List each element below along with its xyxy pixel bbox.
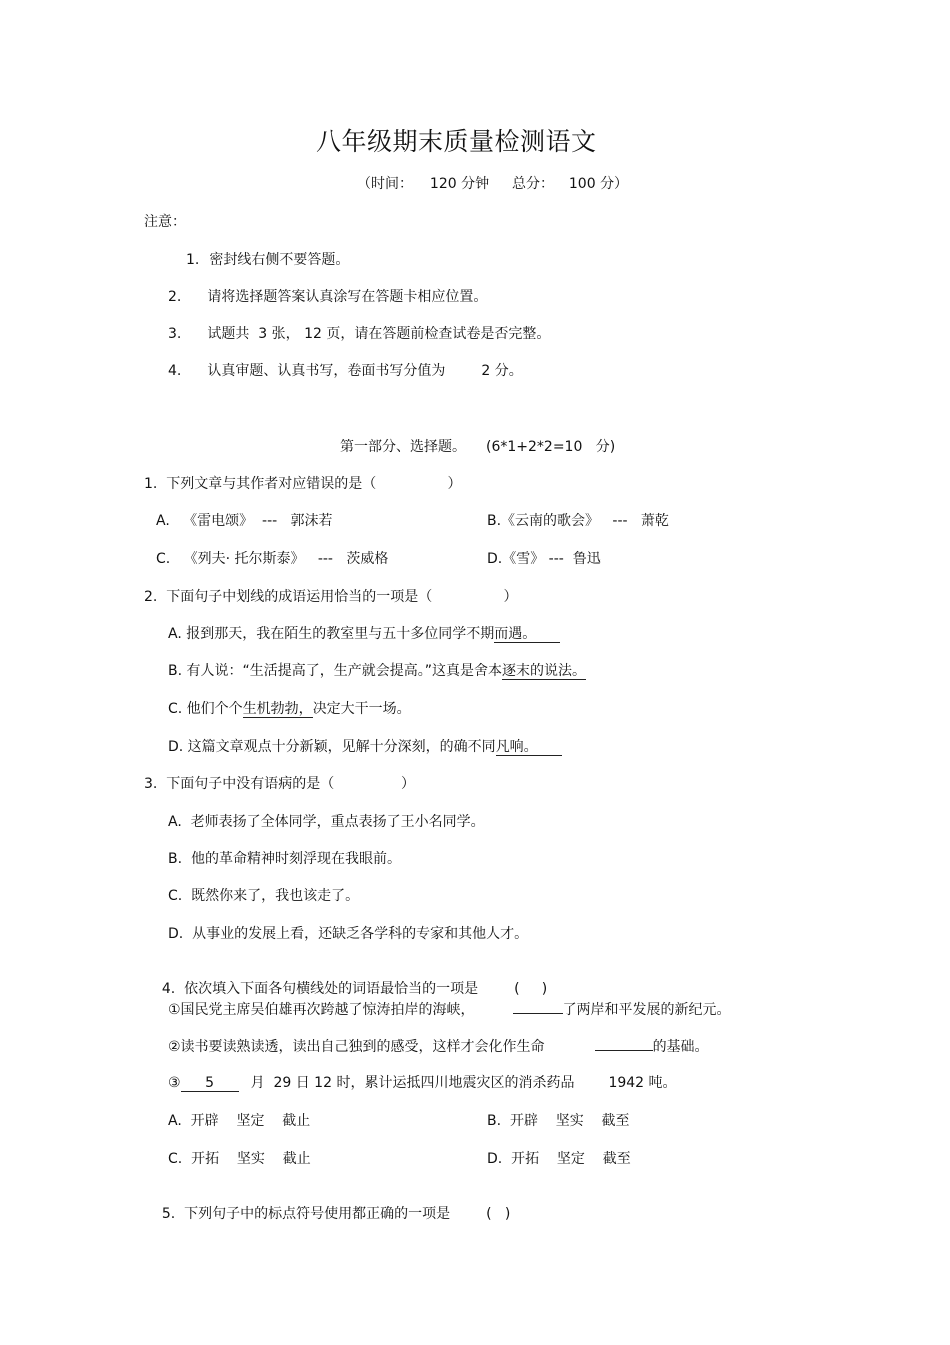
q4-stem: 4. 依次填入下面各句横线处的词语最恰当的一项是 ( ): [161, 981, 548, 997]
q1-stem: 1. 下列文章与其作者对应错误的是（ ）: [144, 476, 462, 492]
underlined-idiom: 生机勃勃，: [242, 701, 313, 717]
q4-option-a: A. 开辟 坚定 截止: [168, 1113, 311, 1129]
q5-stem: 5. 下列句子中的标点符号使用都正确的一项是 ( ): [161, 1206, 511, 1222]
time-label: （时间：: [357, 176, 413, 192]
q3-option-a: A. 老师表扬了全体同学，重点表扬了王小名同学。: [168, 814, 485, 830]
q4-sentence-1: ①国民党主席吴伯雄再次跨越了惊涛拍岸的海峡， 了两岸和平发展的新纪元。: [168, 999, 731, 1019]
notice-item-3: 3. 试题共 3 张， 12 页，请在答题前检查试卷是否完整。: [168, 326, 551, 342]
q2-option-c: C. 他们个个生机勃勃，决定大干一场。: [168, 701, 411, 717]
q3-option-b: B. 他的革命精神时刻浮现在我眼前。: [168, 851, 401, 867]
exam-info: [357, 175, 628, 193]
score-value: 100 分）: [568, 176, 629, 192]
q1-option-d: D.《雪》 --- 鲁迅: [487, 551, 601, 567]
score-label: 总分：: [511, 176, 554, 192]
notice-heading: 注意：: [144, 214, 186, 230]
notice-item-2: 2. 请将选择题答案认真涂写在答题卡相应位置。: [168, 289, 488, 305]
q2-option-b: B. 有人说：“生活提高了，生产就会提高。”这真是舍本逐末的说法。: [168, 663, 587, 679]
q1-option-a: A. 《雷电颂》 --- 郭沫若: [156, 513, 333, 529]
q3-option-c: C. 既然你来了，我也该走了。: [168, 888, 360, 904]
q3-stem: 3. 下面句子中没有语病的是（ ）: [144, 776, 416, 792]
notice-item-4: 4. 认真审题、认真书写，卷面书写分值为 2 分。: [168, 363, 523, 379]
fill-blank: [595, 1036, 653, 1051]
q4-sentence-2: ②读书要读熟读透，读出自己独到的感受，这样才会化作生命 的基础。: [168, 1036, 709, 1056]
section-heading: 第一部分、选择题。 (6*1+2*2=10 分): [340, 439, 616, 455]
q2-stem: 2. 下面句子中划线的成语运用恰当的一项是（ ）: [144, 589, 518, 605]
fill-blank: [513, 999, 563, 1014]
q4-option-c: C. 开拓 坚实 截止: [168, 1151, 311, 1167]
q4-option-d: D. 开拓 坚定 截至: [487, 1151, 631, 1167]
underlined-idiom: 逐末的说法。: [502, 663, 587, 679]
fill-blank: 5: [181, 1076, 239, 1092]
time-value: 120 分钟: [429, 176, 490, 192]
underlined-idiom: 而遇。: [494, 627, 560, 643]
q2-option-d: D. 这篇文章观点十分新颖，见解十分深刻，的确不同凡响。: [168, 738, 562, 756]
underlined-idiom: 凡响。: [496, 740, 562, 756]
q4-sentence-3: ③ 5 月 29 日 12 时，累计运抵四川地震灾区的消杀药品 1942 吨。: [168, 1075, 677, 1091]
notice-item-1: 1. 密封线右侧不要答题。: [186, 252, 350, 268]
q1-option-b: B.《云南的歌会》 --- 萧乾: [487, 513, 669, 529]
q4-option-b: B. 开辟 坚实 截至: [487, 1113, 630, 1129]
q2-option-a: A. 报到那天，我在陌生的教室里与五十多位同学不期而遇。: [168, 625, 560, 643]
q1-option-c: C. 《列夫· 托尔斯泰》 --- 茨威格: [156, 551, 389, 567]
page-title: 八年级期末质量检测语文: [316, 127, 597, 156]
q3-option-d: D. 从事业的发展上看，还缺乏各学科的专家和其他人才。: [168, 926, 529, 942]
